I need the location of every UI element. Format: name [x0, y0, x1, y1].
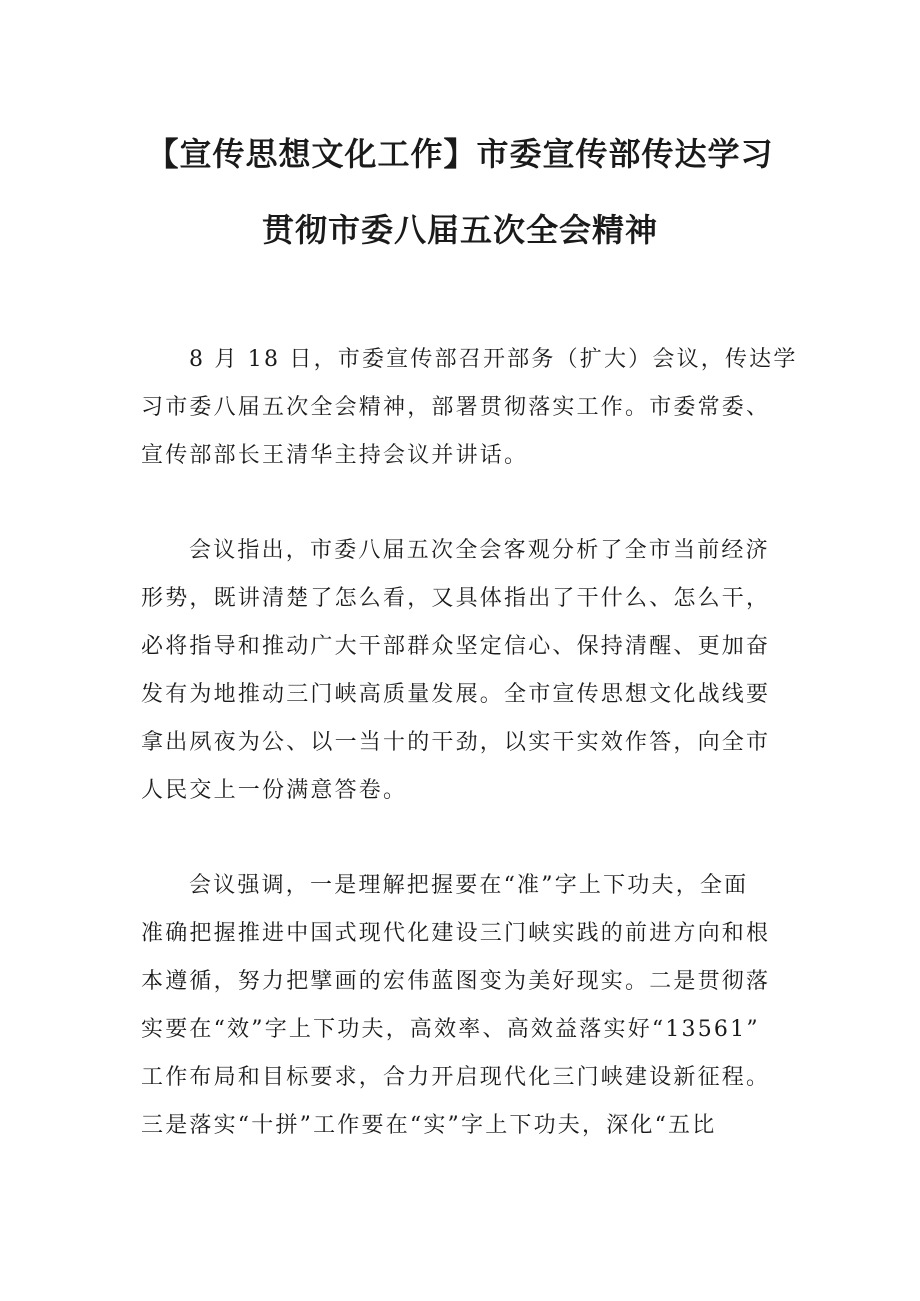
- paragraph-1-line-3: 宣传部部长王清华主持会议并讲话。: [141, 443, 529, 468]
- document-title-line-2: 贯彻市委八届五次全会精神: [261, 211, 658, 249]
- paragraph-3-line-4: 实要在“效”字上下功夫，高效率、高效益落实好“13561”: [141, 1017, 760, 1042]
- paragraph-3-line-2: 准确把握推进中国式现代化建设三门峡实践的前进方向和根: [141, 921, 771, 946]
- paragraph-2-line-2: 形势，既讲清楚了怎么看，又具体指出了干什么、怎么干，: [141, 586, 771, 611]
- paragraph-1-line-1: 8 月 18 日，市委宣传部召开部务（扩大）会议，传达学: [189, 347, 798, 372]
- paragraph-3-line-6: 三是落实“十拼”工作要在“实”字上下功夫，深化“五比: [141, 1113, 717, 1138]
- paragraph-2-line-4: 发有为地推动三门峡高质量发展。全市宣传思想文化战线要: [141, 682, 771, 707]
- paragraph-3-line-1: 会议强调，一是理解把握要在“准”字上下功夫，全面: [189, 873, 749, 898]
- paragraph-3-line-3: 本遵循，努力把擘画的宏伟蓝图变为美好现实。二是贯彻落: [141, 969, 771, 994]
- paragraph-1-line-2: 习市委八届五次全会精神，部署贯彻落实工作。市委常委、: [141, 395, 771, 420]
- document-title-line-1: 【宣传思想文化工作】市委宣传部传达学习: [146, 135, 774, 173]
- paragraph-2-line-6: 人民交上一份满意答卷。: [141, 778, 408, 803]
- paragraph-2-line-3: 必将指导和推动广大干部群众坚定信心、保持清醒、更加奋: [141, 634, 771, 659]
- paragraph-2-line-5: 拿出夙夜为公、以一当十的干劲，以实干实效作答，向全市: [141, 730, 771, 755]
- paragraph-2-line-1: 会议指出，市委八届五次全会客观分析了全市当前经济: [189, 538, 770, 563]
- paragraph-3-line-5: 工作布局和目标要求，合力开启现代化三门峡建设新征程。: [141, 1065, 771, 1090]
